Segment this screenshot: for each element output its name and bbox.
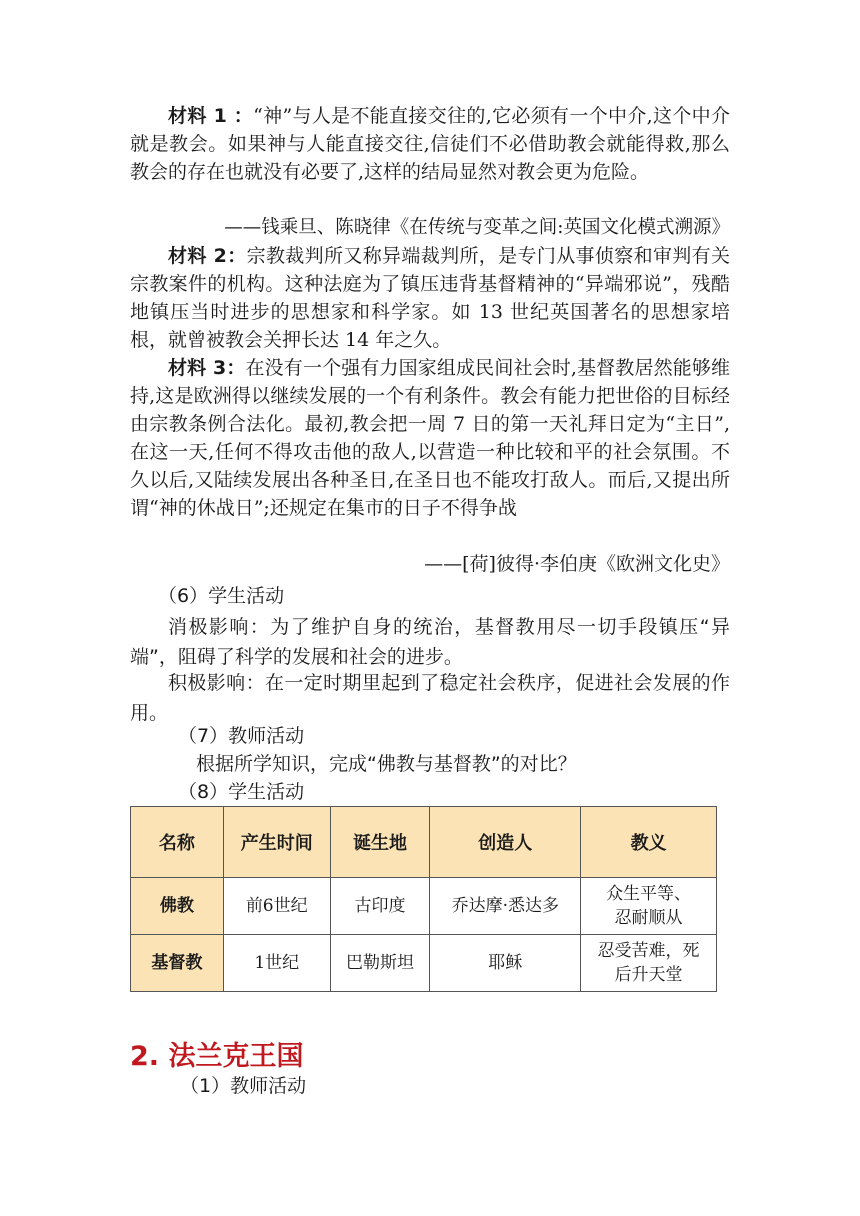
table-row — [131, 878, 717, 935]
material-2-text: 宗教裁判所又称异端裁判所，是专门从事侦察和审判有关宗教案件的机构。这种法庭为了镇压违背基督精神的“异端邪说”，残酷地镇压当时进步的思想家和科学家。如 13 世纪英国著名的思想家培根，就曾被教会关押长达 14 年之久。 — [130, 245, 730, 351]
material-1-source: ——钱乘旦、陈晓律《在传统与变革之间:英国文化模式溯源》 — [224, 217, 730, 238]
material-1-label: 材料 1 ： — [168, 105, 254, 127]
row-birthplace: 巴勒斯坦 — [330, 935, 430, 992]
header-doctrine: 教义 — [581, 807, 717, 878]
row-doctrine: 众生平等、忍耐顺从 — [581, 878, 717, 935]
material-3 — [130, 354, 730, 522]
row-time: 前6世纪 — [223, 878, 330, 935]
activity-8-heading: （8）学生活动 — [178, 781, 305, 803]
negative-impact: 消极影响：为了维护自身的统治，基督教用尽一切手段镇压“异端”，阻碍了科学的发展和社会的进步。 — [130, 616, 730, 668]
row-founder: 耶稣 — [430, 935, 581, 992]
comparison-table — [130, 806, 717, 992]
row-name: 基督教 — [131, 935, 224, 992]
row-founder: 乔达摩·悉达多 — [430, 878, 581, 935]
material-2 — [130, 242, 730, 354]
activity-7-heading: （7）教师活动 — [178, 725, 305, 747]
row-time: 1世纪 — [223, 935, 330, 992]
table-row — [131, 935, 717, 992]
header-birthplace: 诞生地 — [330, 807, 430, 878]
row-name: 佛教 — [131, 878, 224, 935]
row-doctrine: 忍受苦难，死后升天堂 — [581, 935, 717, 992]
row-birthplace: 古印度 — [330, 878, 430, 935]
material-3-label: 材料 3： — [168, 357, 246, 379]
activity-7-text: 根据所学知识，完成“佛教与基督教”的对比？ — [196, 753, 577, 775]
material-2-label: 材料 2： — [168, 245, 247, 267]
material-1 — [130, 102, 730, 186]
material-3-text: 在没有一个强有力国家组成民间社会时,基督教居然能够维持,这是欧洲得以继续发展的一个有利条件。教会有能力把世俗的目标经由宗教条例合法化。最初,教会把一周 7 日的第一天礼拜日定为“主日”,在这一天,任何不得攻击他的敌人,以营造一种比较和平的社会氛围。不久以后,又陆续发展出各种圣日,在圣日也不能攻打敌人。而后,又提出所谓“神的休战日”;还规定在集市的日子不得争战 — [130, 357, 730, 519]
header-name: 名称 — [131, 807, 224, 878]
material-3-source: ——[荷]彼得·李伯庚《欧洲文化史》 — [424, 553, 730, 575]
positive-impact: 积极影响：在一定时期里起到了稳定社会秩序，促进社会发展的作用。 — [130, 672, 730, 724]
section-2-heading: 2. 法兰克王国 — [130, 1041, 304, 1072]
activity-6-heading: （6）学生活动 — [158, 585, 285, 607]
header-founder: 创造人 — [430, 807, 581, 878]
header-time: 产生时间 — [223, 807, 330, 878]
table-header-row — [131, 807, 717, 878]
section-2-subheading: （1）教师活动 — [180, 1075, 307, 1097]
material-1-text: “神”与人是不能直接交往的,它必须有一个中介,这个中介就是教会。如果神与人能直接交往,信徒们不必借助教会就能得救,那么教会的存在也就没有必要了,这样的结局显然对教会更为危险。 — [130, 105, 730, 183]
